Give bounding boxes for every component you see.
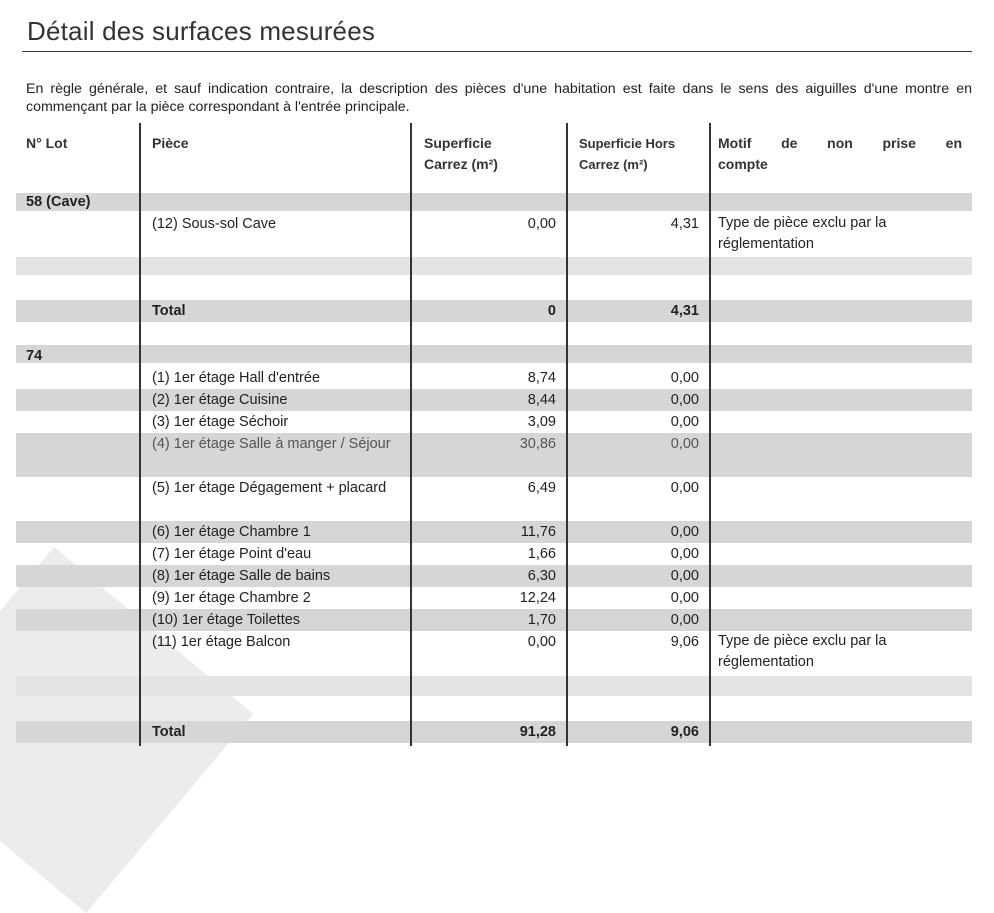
room-name: (9) 1er étage Chambre 2 xyxy=(152,590,311,606)
room-name: (2) 1er étage Cuisine xyxy=(152,392,288,408)
room-carrez: 6,30 xyxy=(527,568,556,584)
total-carrez: 91,28 xyxy=(519,724,556,740)
intro-paragraph: En règle générale, et sauf indication contraire, la description des pièces d'une habitation est faite dans le sens des aiguilles d'une montre en commençant par la pièce correspondant à l'entrée principale. xyxy=(26,81,972,115)
room-hors-carrez: 0,00 xyxy=(670,612,699,628)
room-carrez: 8,74 xyxy=(527,370,556,386)
total-hors-carrez: 9,06 xyxy=(670,724,699,740)
column-divider xyxy=(139,123,141,746)
room-hors-carrez: 0,00 xyxy=(670,414,699,430)
room-carrez: 11,76 xyxy=(520,524,556,540)
table-row xyxy=(16,477,972,521)
room-carrez: 0,00 xyxy=(527,634,556,650)
total-label: Total xyxy=(152,303,186,319)
room-carrez: 0,00 xyxy=(527,216,556,232)
table-row xyxy=(16,587,972,609)
room-hors-carrez: 0,00 xyxy=(670,370,699,386)
room-carrez: 8,44 xyxy=(527,392,556,408)
room-hors-carrez: 0,00 xyxy=(670,436,699,452)
total-row xyxy=(16,300,972,322)
table-header xyxy=(16,133,972,179)
room-hors-carrez: 9,06 xyxy=(670,634,699,650)
header-carrez: Superficie Carrez (m²) xyxy=(424,135,498,172)
lot-row xyxy=(16,193,972,211)
total-label: Total xyxy=(152,724,186,740)
table-row xyxy=(16,609,972,631)
header-motif: Motif de non prise en compte xyxy=(718,135,962,172)
room-carrez: 3,09 xyxy=(527,414,556,430)
spacer-row xyxy=(16,676,972,696)
total-carrez: 0 xyxy=(547,303,556,319)
room-name: (7) 1er étage Point d'eau xyxy=(152,546,312,562)
title-underline xyxy=(22,51,972,52)
room-name: (1) 1er étage Hall d'entrée xyxy=(152,370,321,386)
room-carrez: 1,70 xyxy=(527,612,556,628)
column-divider xyxy=(566,123,568,746)
room-carrez: 12,24 xyxy=(519,590,556,606)
room-name: (5) 1er étage Dégagement + placard xyxy=(152,480,387,496)
room-motif: Type de pièce exclu par la réglementation xyxy=(718,215,887,252)
room-hors-carrez: 0,00 xyxy=(670,392,699,408)
table-row xyxy=(16,565,972,587)
header-piece: Pièce xyxy=(152,135,189,151)
room-name: (8) 1er étage Salle de bains xyxy=(152,568,331,584)
room-name: (10) 1er étage Toilettes xyxy=(152,612,301,628)
room-hors-carrez: 0,00 xyxy=(670,480,699,496)
table-row xyxy=(16,411,972,433)
total-row xyxy=(16,721,972,743)
header-lot: N° Lot xyxy=(26,135,68,151)
table-row xyxy=(16,631,972,675)
room-carrez: 30,86 xyxy=(519,436,556,452)
room-motif: Type de pièce exclu par la réglementation xyxy=(718,633,887,670)
lot-row xyxy=(16,345,972,363)
total-hors-carrez: 4,31 xyxy=(670,303,699,319)
lot-number: 74 xyxy=(26,348,43,364)
header-hors-carrez: Superficie Hors Carrez (m²) xyxy=(579,136,676,172)
table-row xyxy=(16,213,972,257)
room-carrez: 6,49 xyxy=(527,480,556,496)
lot-number: 58 (Cave) xyxy=(26,194,91,210)
page-title: Détail des surfaces mesurées xyxy=(27,16,376,46)
room-name: (12) Sous-sol Cave xyxy=(152,216,277,232)
room-hors-carrez: 0,00 xyxy=(670,590,699,606)
room-hors-carrez: 0,00 xyxy=(670,568,699,584)
room-name: (3) 1er étage Séchoir xyxy=(152,414,289,430)
table-row xyxy=(16,433,972,477)
column-divider xyxy=(709,123,711,746)
spacer-row xyxy=(16,257,972,275)
room-hors-carrez: 0,00 xyxy=(670,524,699,540)
room-hors-carrez: 4,31 xyxy=(670,216,699,232)
table-row xyxy=(16,543,972,565)
room-name: (11) 1er étage Balcon xyxy=(152,634,291,650)
room-carrez: 1,66 xyxy=(527,546,556,562)
table-row xyxy=(16,367,972,389)
surfaces-table xyxy=(16,123,972,746)
room-hors-carrez: 0,00 xyxy=(670,546,699,562)
room-name: (4) 1er étage Salle à manger / Séjour xyxy=(152,436,391,452)
table-row xyxy=(16,389,972,411)
table-row xyxy=(16,521,972,543)
room-name: (6) 1er étage Chambre 1 xyxy=(152,524,311,540)
column-divider xyxy=(410,123,412,746)
